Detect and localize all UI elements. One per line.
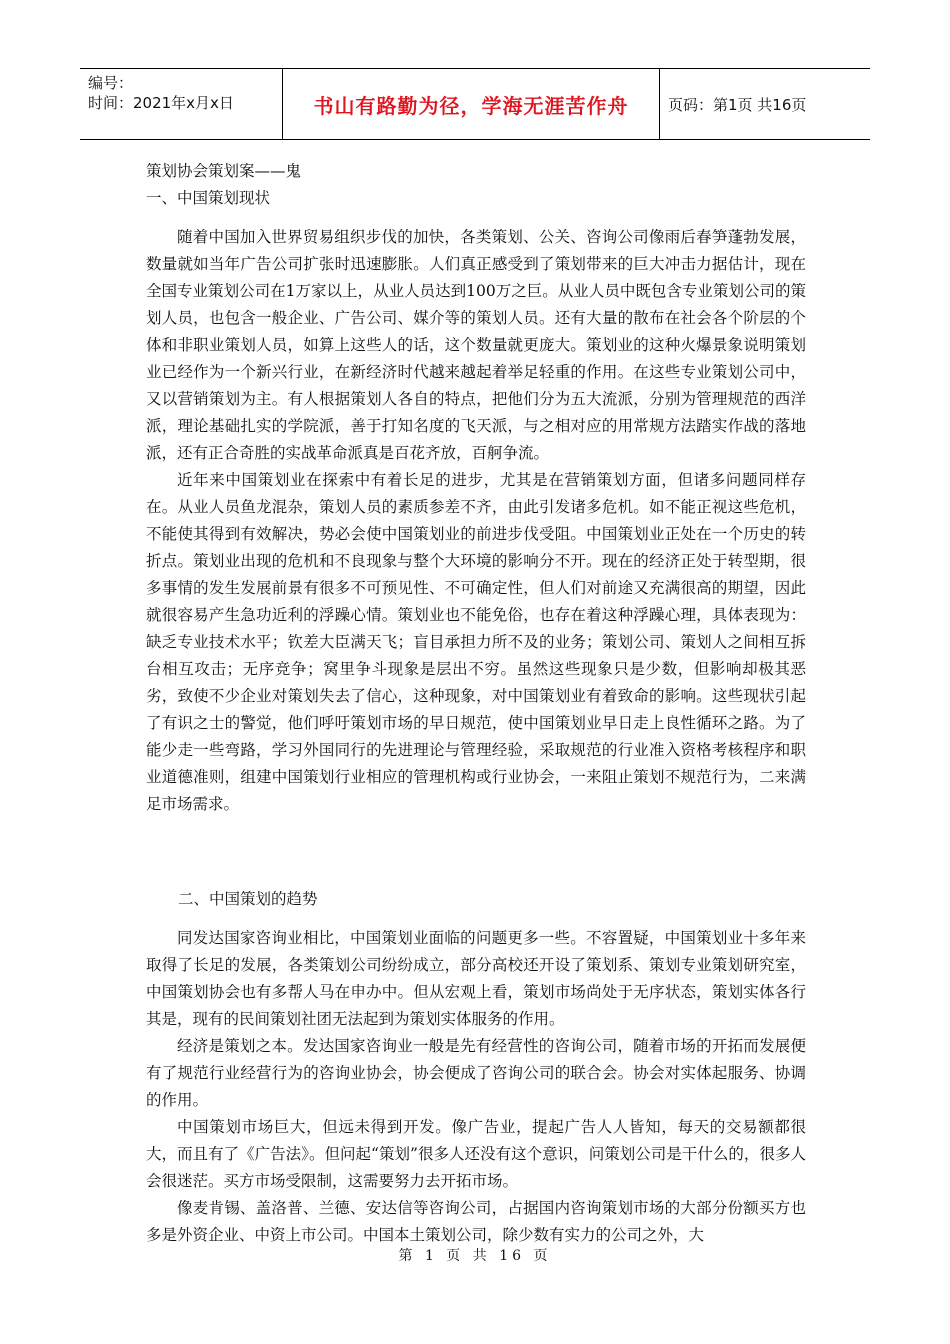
paragraph: 同发达国家咨询业相比，中国策划业面临的问题更多一些。不容置疑，中国策划业十多年来取得了长足的发展，各类策划公司纷纷成立，部分高校还开设了策划系、策划专业策划研究室，中国策划协会也有多帮人马在申办中。但从宏观上看，策划市场尚处于无序状态，策划实体各行其是，现有的民间策划社团无法起到为策划实体服务的作用。 [146,928,806,1028]
paragraph: 像麦肯锡、盖洛普、兰德、安达信等咨询公司，占据国内咨询策划市场的大部分份额买方也多是外资企业、中资上市公司。中国本土策划公司，除少数有实力的公司之外，大 [146,1198,806,1244]
page-footer: 第 1 页 共 16 页 [398,1248,552,1264]
section1-heading: 一、中国策划现状 [146,188,271,207]
document-body [146,158,806,1249]
document-title: 策划协会策划案——鬼 [146,162,302,180]
paragraph: 随着中国加入世界贸易组织步伐的加快，各类策划、公关、咨询公司像雨后春笋蓬勃发展，数量就如当年广告公司扩张时迅速膨胀。人们真正感受到了策划带来的巨大冲击力据估计，现在全国专业策划公司在1万家以上，从业人员达到100万之巨。从业人员中既包含专业策划公司的策划人员，也包含一般企业、广告公司、媒介等的策划人员。还有大量的散布在社会各个阶层的个体和非职业策划人员，如算上这些人的话，这个数量就更庞大。策划业的这种火爆景象说明策划业已经作为一个新兴行业，在新经济时代越来越起着举足轻重的作用。在这些专业策划公司中，又以营销策划为主。有人根据策划人各自的特点，把他们分为五大流派，分别为管理规范的西洋派，理论基础扎实的学院派，善于打知名度的飞天派，与之相对应的用常规方法踏实作战的落地派，还有正合奇胜的实战革命派真是百花齐放，百舸争流。 [146,227,806,462]
paragraph: 中国策划市场巨大，但远未得到开发。像广告业，提起广告人人皆知，每天的交易额都很大，而且有了《广告法》。但问起“策划”很多人还没有这个意识，问策划公司是干什么的，很多人会很迷茫。买方市场受限制，这需要努力去开拓市场。 [146,1117,806,1190]
paragraph: 近年来中国策划业在探索中有着长足的进步，尤其是在营销策划方面，但诸多问题同样存在。从业人员鱼龙混杂，策划人员的素质参差不齐，由此引发诸多危机。如不能正视这些危机，不能使其得到有效解决，势必会使中国策划业的前进步伐受阻。中国策划业正处在一个历史的转折点。策划业出现的危机和不良现象与整个大环境的影响分不开。现在的经济正处于转型期，很多事情的发生发展前景有很多不可预见性、不可确定性，但人们对前途又充满很高的期望，因此就很容易产生急功近利的浮躁心情。策划业也不能免俗，也存在着这种浮躁心理，具体表现为：缺乏专业技术水平；钦差大臣满天飞；盲目承担力所不及的业务；策划公司、策划人之间相互拆台相互攻击；无序竞争；窝里争斗现象是层出不穷。虽然这些现象只是少数，但影响却极其恶劣，致使不少企业对策划失去了信心，这种现象，对中国策划业有着致命的影响。这些现状引起了有识之士的警觉，他们呼吁策划市场的早日规范，使中国策划业早日走上良性循环之路。为了能少走一些弯路，学习外国同行的先进理论与管理经验，采取规范的行业准入资格考核程序和职业道德准则，组建中国策划行业相应的管理机构或行业协会，一来阻止策划不规范行为，二来满足市场需求。 [146,470,806,813]
section2-heading: 二、中国策划的趋势 [178,889,318,908]
header-motto: 书山有路勤为径，学海无涯苦作舟 [313,93,629,118]
header-meta [80,69,283,139]
paragraph: 经济是策划之本。发达国家咨询业一般是先有经营性的咨询公司，随着市场的开拓而发展便有了规范行业经营行为的咨询业协会，协会便成了咨询公司的联合会。协会对实体起服务、协调的作用。 [146,1036,806,1109]
time-label: 时间：2021年x月x日 [88,94,234,112]
header-page-info [660,69,870,139]
number-label: 编号： [88,74,134,92]
header-motto-cell [283,69,660,139]
page-info-text: 页码：第1页 共16页 [668,95,807,114]
header-table [80,68,870,140]
